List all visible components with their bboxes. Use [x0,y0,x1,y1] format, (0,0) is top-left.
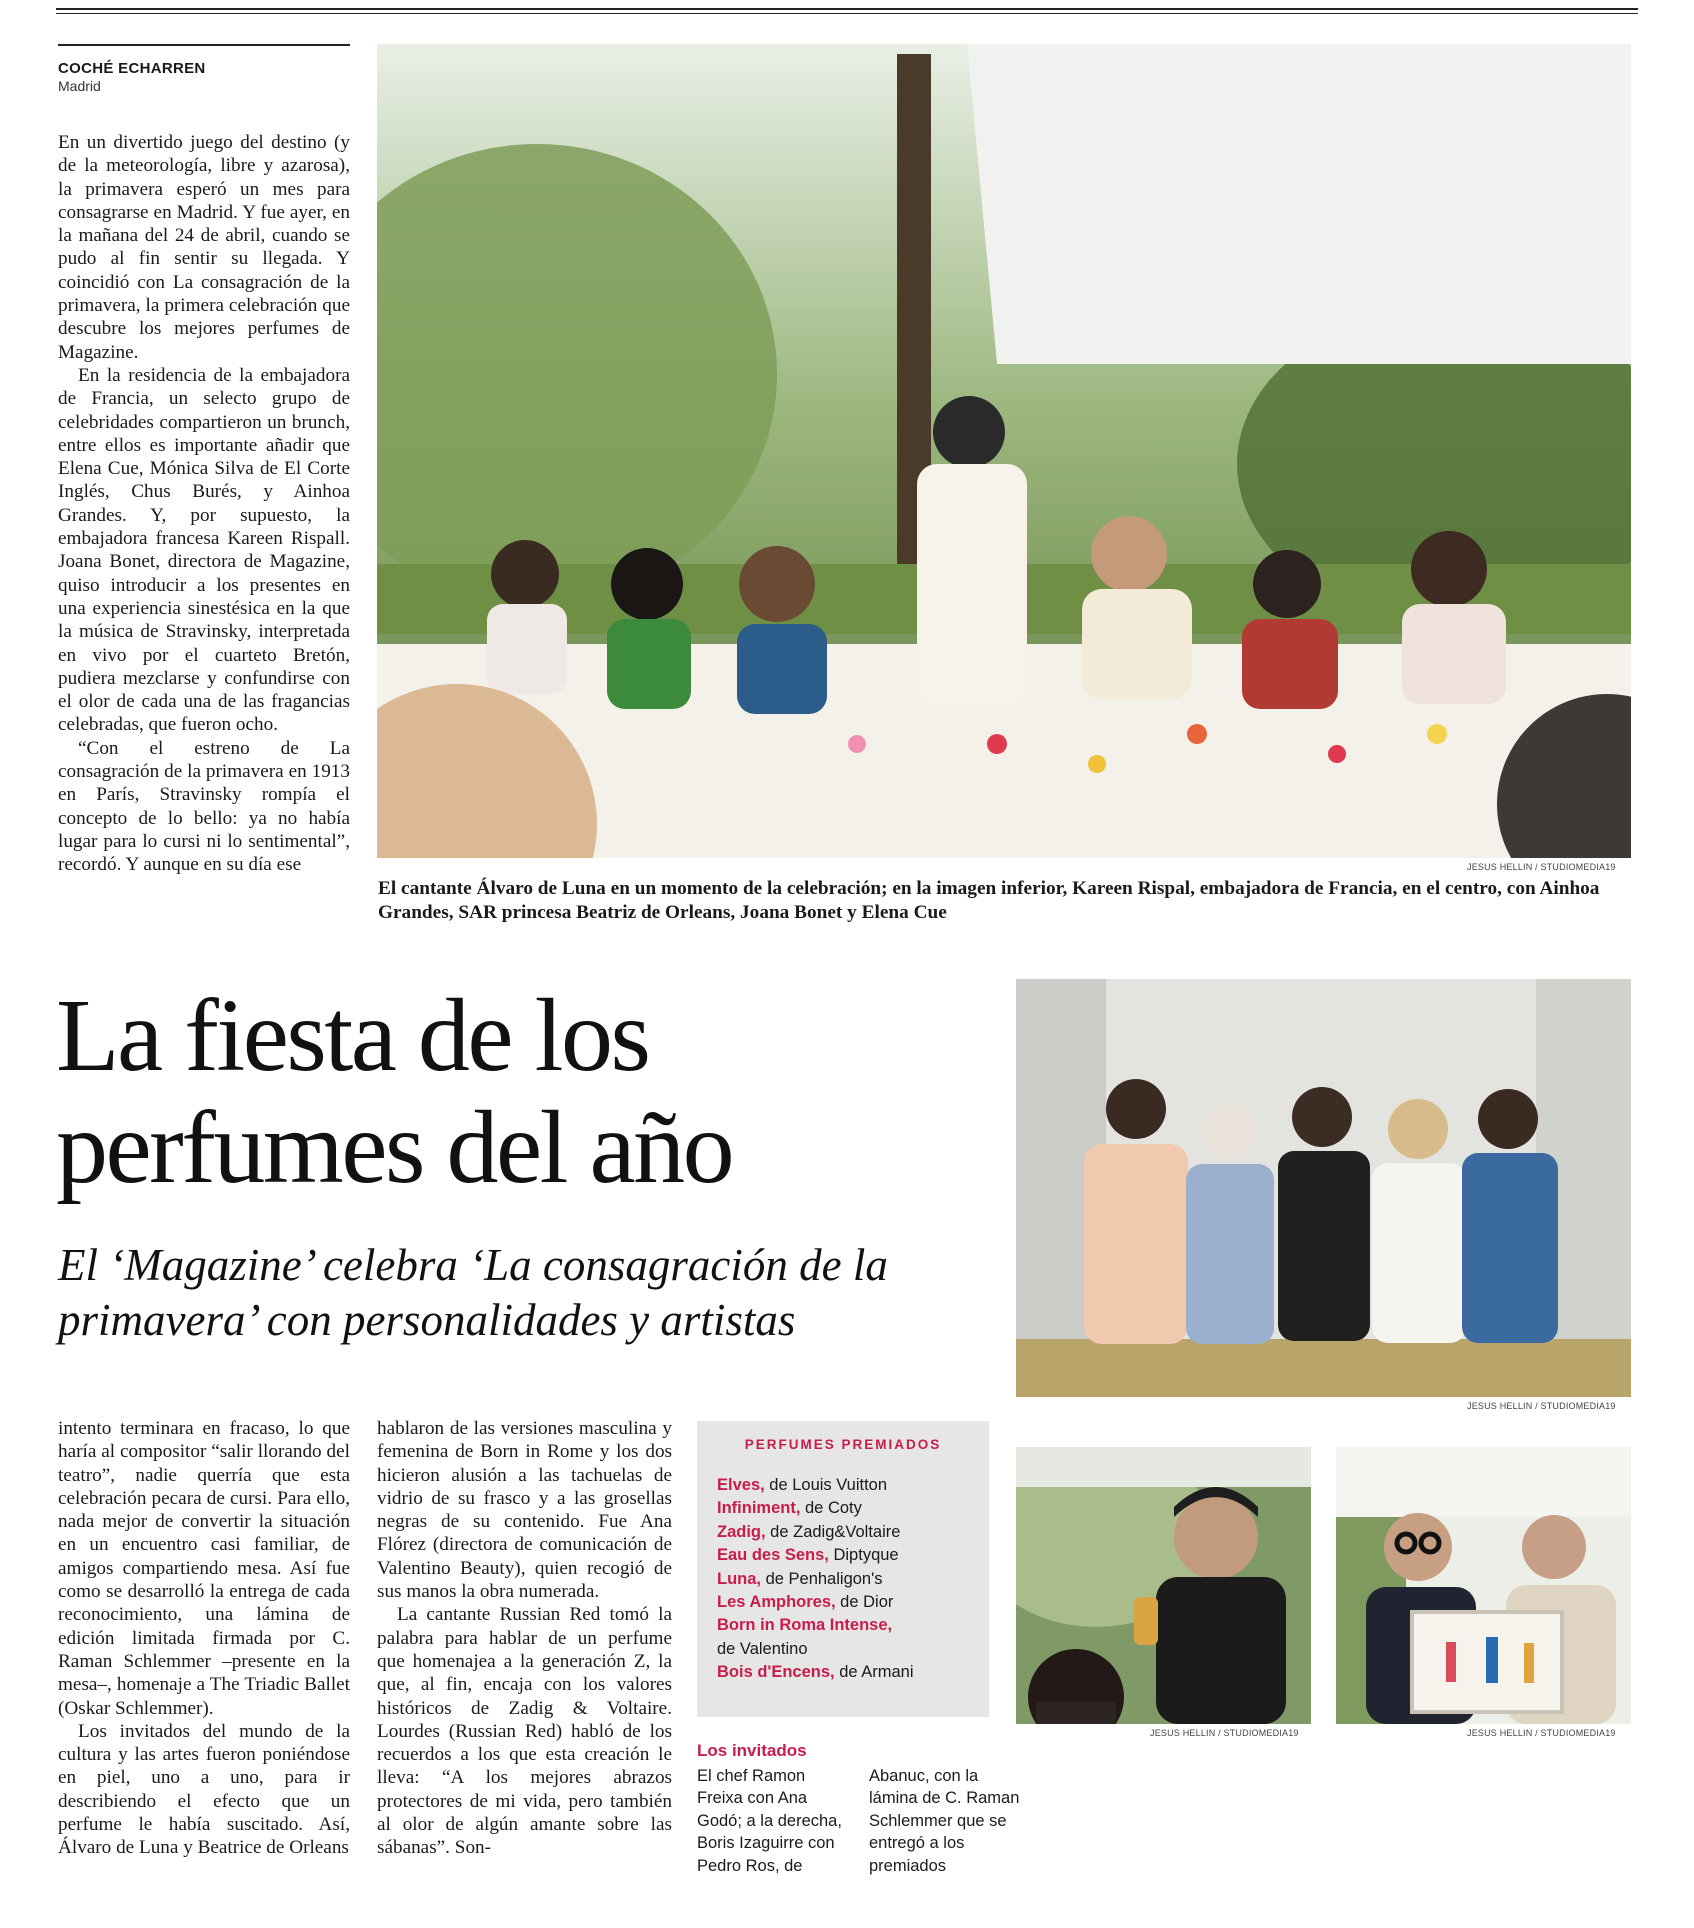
perfumes-sidebar [697,1421,989,1717]
group-photo [1016,979,1631,1397]
guests-caption: El chef Ramon Freixa con Ana Godó; a la derecha, Boris Izaguirre con Pedro Ros, de Abanuc, con la lámina de C. Raman Schlemmer que se entregó a los premiados [697,1767,1020,1875]
dateline-city: Madrid [58,78,101,94]
top-rule [56,8,1638,14]
photo-credit: JESUS HELLIN / STUDIOMEDIA19 [1150,1728,1299,1738]
paragraph: hablaron de las versiones masculina y femenina de Born in Rome y los dos hicieron alusión a las tachuelas de vidrio de su frasco y a las grosellas negras de su contenido. Fue Ana Flórez (directora de comunicación de Valentino Beauty), quien recogió de sus manos la obra numerada. [377,1418,672,1603]
paragraph: En la residencia de la embajadora de Francia, un selecto grupo de celebridades compartieron un brunch, entre ellos es importante añadir que Elena Cue, Mónica Silva de El Corte Inglés, Chus Burés, y Ainhoa Grandes. Y, por supuesto, la embajadora francesa Kareen Rispall. Joana Bonet, directora de Magazine, quiso introducir a los presentes en una experiencia sinestésica en la que la música de Stravinsky, interpretada en vivo por el cuarteto Bretón, pudiera mezclarse y confundirse con el olor de cada una de las fragancias celebradas, que fueron ocho. [58,364,350,736]
chef-photo [1016,1447,1311,1724]
artwork-photo [1336,1447,1631,1724]
list-item: Zadig, de Zadig&Voltaire [717,1522,901,1541]
list-item: Luna, de Penhaligon's [717,1569,883,1588]
article-column-3 [377,1417,672,1860]
article-column-1 [58,131,350,877]
byline [58,44,350,94]
list-item: Infiniment, de Coty [717,1499,862,1518]
main-photo [377,44,1631,858]
photo-caption: El cantante Álvaro de Luna en un momento de la celebración; en la imagen inferior, Kareen Rispal, embajadora de Francia, en el centro, con Ainhoa Grandes, SAR princesa Beatriz de Orleans, Joana Bonet y Elena Cue [378,878,1600,923]
list-item: Les Amphores, de Dior [717,1593,894,1612]
headline [56,980,1016,1204]
paragraph: La cantante Russian Red tomó la palabra para hablar de un perfume que homenajea a la generación Z, la que, al fin, encaja con los valores históricos de Zadig & Voltaire. Lourdes (Russian Red) habló de los recuerdos a los que esta creación le lleva: “A los mejores abrazos protectores de mi vida, pero también al olor de algún amante sobre las sábanas”. Son- [377,1604,672,1859]
list-item: Eau des Sens, Diptyque [717,1546,899,1565]
headline-line-2: perfumes del año [56,1090,733,1205]
list-item: Bois d'Encens, de Armani [717,1663,914,1682]
paragraph: “Con el estreno de La consagración de la primavera en 1913 en París, Stravinsky rompía el concepto de lo bello: ya no había lugar para lo cursi ni lo sentimental”, recordó. Y aunque en su día ese [58,737,350,876]
perfume-list [717,1474,989,1685]
paragraph: Los invitados del mundo de la cultura y las artes fueron poniéndose en piel, uno a uno, para ir describiendo el efecto que un perfume le había suscitado. Así, Álvaro de Luna y Beatrice de Orleans [58,1720,350,1859]
photo-credit: JESUS HELLIN / STUDIOMEDIA19 [1467,1728,1616,1738]
guests-caption-title: Los invitados [697,1741,807,1760]
paragraph: intento terminara en fracaso, lo que haría al compositor “salir llorando del teatro”, nadie querría que esta celebración pecara de cursi. Para ello, nada mejor de convertir la situación en un encuentro casi familiar, de amigos compartiendo mesa. Así fue como se desarrolló la entrega de cada reconocimiento, una lámina de edición limitada firmada por C. Raman Schlemmer –presente en la mesa–, homenaje a The Triadic Ballet (Oskar Schlemmer). [58,1418,350,1719]
paragraph: En un divertido juego del destino (y de la meteorología, libre y azarosa), la primavera esperó un mes para consagrarse en Madrid. Y fue ayer, en la mañana del 24 de abril, cuando se pudo al fin sentir su llegada. Y coincidió con La consagración de la primavera, la primera celebración que descubre los mejores perfumes de Magazine. [58,132,350,363]
list-item: Born in Roma Intense, de Valentino [717,1616,893,1658]
photo-credit: JESUS HELLIN / STUDIOMEDIA19 [1467,862,1616,872]
article-column-2 [58,1417,350,1860]
list-item: Elves, de Louis Vuitton [717,1476,888,1494]
subheadline: El ‘Magazine’ celebra ‘La consagración de la primavera’ con personalidades y artistas [58,1240,888,1345]
sidebar-title: PERFUMES PREMIADOS [744,1437,942,1452]
author-name: COCHÉ ECHARREN [58,60,206,77]
headline-line-1: La fiesta de los [56,978,649,1093]
photo-credit: JESUS HELLIN / STUDIOMEDIA19 [1467,1401,1616,1411]
